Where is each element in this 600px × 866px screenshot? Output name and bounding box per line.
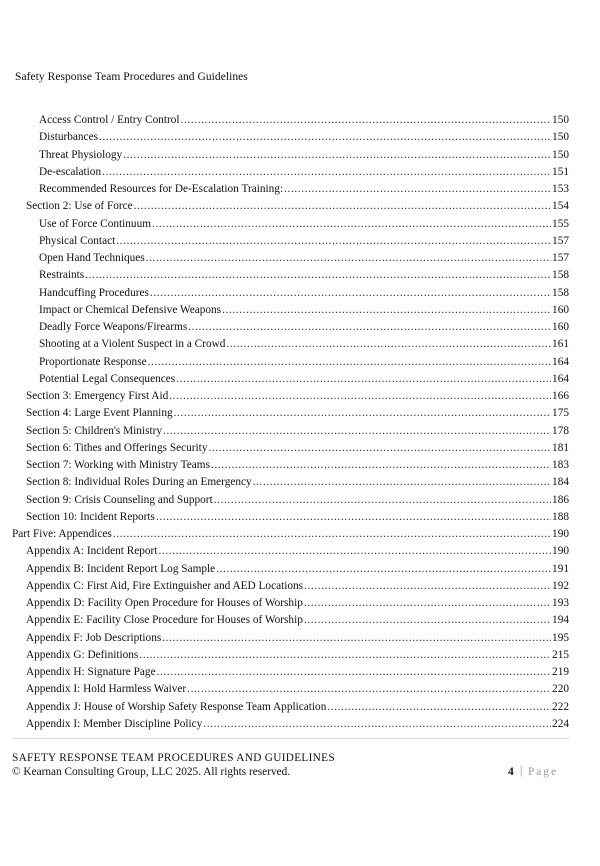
- toc-entry-title: Appendix A: Incident Report: [26, 545, 158, 558]
- toc-entry-page: 151: [552, 165, 569, 178]
- toc-entry-page: 192: [552, 579, 569, 592]
- toc-entry-page: 166: [552, 390, 569, 402]
- toc-entry-title: Impact or Chemical Defensive Weapons: [39, 303, 222, 316]
- toc-entry-page: 158: [552, 269, 569, 282]
- toc-dot-leader: [188, 321, 551, 333]
- toc-entry[interactable]: [26, 385, 569, 402]
- toc-entry-page: 215: [552, 648, 569, 661]
- toc-dot-leader: [169, 390, 551, 402]
- toc-entry[interactable]: [26, 696, 569, 713]
- toc-entry[interactable]: [26, 627, 569, 644]
- toc-dot-leader: [157, 666, 551, 678]
- toc-entry-page: 219: [552, 666, 569, 678]
- toc-dot-leader: [134, 200, 551, 212]
- toc-entry[interactable]: [26, 195, 569, 212]
- toc-entry-title: Restraints: [39, 269, 85, 282]
- toc-dot-leader: [208, 442, 551, 454]
- footer-divider: [12, 738, 569, 739]
- toc-entry-page: 194: [552, 614, 569, 627]
- toc-dot-leader: [327, 701, 551, 713]
- toc-entry-page: 184: [552, 476, 569, 489]
- toc-entry-title: Appendix D: Facility Open Procedure for Houses of Worship: [26, 597, 303, 609]
- page-label: Page: [528, 766, 558, 778]
- toc-entry[interactable]: [26, 437, 569, 454]
- toc-entry[interactable]: [39, 230, 569, 247]
- toc-entry-title: Section 7: Working with Ministry Teams: [26, 459, 210, 471]
- toc-entry-page: 222: [552, 700, 569, 713]
- toc-dot-leader: [146, 252, 551, 264]
- toc-entry-page: 178: [552, 424, 569, 437]
- toc-entry-page: 164: [552, 372, 569, 385]
- toc-entry-page: 157: [552, 252, 569, 264]
- toc-entry-page: 183: [552, 459, 569, 471]
- toc-entry-title: Section 6: Tithes and Offerings Security: [26, 441, 208, 454]
- page-separator: |: [520, 765, 523, 777]
- toc-entry[interactable]: [26, 540, 569, 557]
- toc-entry-page: 150: [552, 131, 569, 144]
- toc-dot-leader: [181, 114, 551, 126]
- toc-entry-page: 155: [552, 217, 569, 230]
- toc-entry[interactable]: [26, 575, 569, 592]
- toc-entry-title: Appendix H: Signature Page: [26, 666, 156, 678]
- toc-entry-title: Part Five: Appendices: [12, 528, 112, 540]
- toc-entry[interactable]: [39, 351, 569, 368]
- toc-entry[interactable]: [26, 489, 569, 506]
- toc-entry-page: 190: [552, 528, 569, 540]
- toc-entry[interactable]: [39, 161, 569, 178]
- toc-entry-title: Appendix E: Facility Close Procedure for Houses of Worship: [26, 614, 303, 627]
- footer-copyright: © Kearnan Consulting Group, LLC 2025. All rights reserved.: [12, 766, 291, 778]
- toc-dot-leader: [203, 718, 551, 730]
- toc-entry-page: 150: [552, 148, 569, 161]
- toc-entry-title: Recommended Resources for De-Escalation Training:: [39, 183, 284, 195]
- toc-entry[interactable]: [26, 558, 569, 575]
- toc-dot-leader: [214, 494, 551, 506]
- toc-dot-leader: [304, 597, 551, 609]
- toc-dot-leader: [123, 149, 551, 161]
- toc-entry-title: Access Control / Entry Control: [39, 114, 180, 126]
- toc-entry-page: 190: [552, 545, 569, 558]
- toc-entry-page: 191: [552, 562, 569, 575]
- toc-dot-leader: [156, 511, 551, 523]
- toc-dot-leader: [152, 218, 551, 230]
- toc-entry-page: 195: [552, 631, 569, 644]
- toc-entry-title: Appendix I: Member Discipline Policy: [26, 717, 203, 730]
- toc-entry-title: Section 10: Incident Reports: [26, 510, 155, 523]
- toc-dot-leader: [163, 425, 551, 437]
- toc-entry[interactable]: [39, 247, 569, 264]
- page-number: 4: [508, 766, 514, 778]
- toc-entry-title: Appendix I: Hold Harmless Waiver: [26, 683, 187, 696]
- toc-entry[interactable]: [26, 713, 569, 730]
- toc-entry-title: Threat Physiology: [39, 148, 123, 161]
- toc-dot-leader: [139, 649, 551, 661]
- toc-entry-title: Proportionate Response: [39, 355, 147, 368]
- toc-entry-page: 157: [552, 234, 569, 247]
- toc-entry-title: Appendix J: House of Worship Safety Response Team Application: [26, 700, 327, 713]
- toc-entry[interactable]: [39, 333, 569, 350]
- toc-dot-leader: [216, 563, 551, 575]
- toc-dot-leader: [148, 356, 551, 368]
- toc-entry[interactable]: [39, 368, 569, 385]
- toc-entry[interactable]: [26, 454, 569, 471]
- toc-dot-leader: [222, 304, 551, 316]
- toc-entry-page: 186: [552, 493, 569, 506]
- toc-entry[interactable]: [39, 299, 569, 316]
- toc-dot-leader: [304, 614, 551, 626]
- toc-entry-page: 220: [552, 683, 569, 696]
- toc-entry-title: Appendix F: Job Descriptions: [26, 631, 162, 644]
- toc-entry-title: Section 4: Large Event Planning: [26, 407, 173, 420]
- toc-entry-page: 160: [552, 303, 569, 316]
- toc-entry[interactable]: [39, 144, 569, 161]
- toc-entry-title: Appendix B: Incident Report Log Sample: [26, 562, 216, 575]
- toc-entry-title: Use of Force Continuum: [39, 217, 152, 230]
- toc-entry[interactable]: [39, 109, 569, 126]
- toc-entry-page: 193: [552, 597, 569, 609]
- toc-dot-leader: [253, 476, 551, 488]
- toc-entry-page: 188: [552, 510, 569, 523]
- toc-entry-page: 154: [552, 200, 569, 213]
- toc-entry[interactable]: [39, 282, 569, 299]
- toc-entry-title: Section 5: Children's Ministry: [26, 424, 163, 437]
- toc-entry-title: Section 9: Crisis Counseling and Support: [26, 493, 213, 506]
- toc-entry-title: De-escalation: [39, 165, 102, 178]
- toc-entry[interactable]: [39, 316, 569, 333]
- toc-entry[interactable]: [39, 264, 569, 281]
- toc-entry-page: 224: [552, 717, 569, 730]
- toc-entry-title: Disturbances: [39, 131, 98, 144]
- toc-entry[interactable]: [26, 644, 569, 661]
- toc-dot-leader: [187, 683, 551, 695]
- toc-dot-leader: [116, 235, 551, 247]
- toc-entry-title: Appendix G: Definitions: [26, 648, 139, 661]
- toc-entry[interactable]: [26, 506, 569, 523]
- toc-entry[interactable]: [26, 592, 569, 609]
- toc-entry-title: Physical Contact: [39, 234, 116, 247]
- toc-entry-page: 181: [552, 441, 569, 454]
- toc-entry[interactable]: [26, 471, 569, 488]
- toc-entry[interactable]: [26, 678, 569, 695]
- toc-dot-leader: [176, 373, 551, 385]
- toc-dot-leader: [102, 166, 551, 178]
- toc-entry-title: Open Hand Techniques: [39, 252, 145, 264]
- toc-entry[interactable]: [39, 178, 569, 195]
- toc-dot-leader: [211, 459, 551, 471]
- toc-entry-page: 160: [552, 321, 569, 333]
- toc-dot-leader: [99, 131, 551, 143]
- toc-dot-leader: [113, 528, 551, 540]
- toc-dot-leader: [304, 580, 551, 592]
- toc-dot-leader: [85, 269, 551, 281]
- toc-entry-page: 175: [552, 407, 569, 420]
- toc-entry[interactable]: [12, 523, 569, 540]
- toc-entry-title: Deadly Force Weapons/Firearms: [39, 321, 188, 333]
- footer-title: SAFETY RESPONSE TEAM PROCEDURES AND GUIDELINES: [12, 752, 335, 764]
- toc-entry-title: Appendix C: First Aid, Fire Extinguisher and AED Locations: [26, 579, 304, 592]
- toc-entry-page: 161: [552, 338, 569, 351]
- toc-entry[interactable]: [26, 609, 569, 626]
- toc-entry-title: Section 2: Use of Force: [26, 200, 133, 213]
- toc-dot-leader: [150, 287, 551, 299]
- running-header: Safety Response Team Procedures and Guidelines: [15, 71, 248, 83]
- toc-entry-title: Handcuffing Procedures: [39, 286, 149, 299]
- toc-entry-page: 150: [552, 114, 569, 126]
- toc-entry[interactable]: [26, 420, 569, 437]
- toc-dot-leader: [162, 632, 551, 644]
- toc-entry[interactable]: [39, 126, 569, 143]
- toc-dot-leader: [158, 545, 551, 557]
- toc-dot-leader: [284, 183, 551, 195]
- toc-entry[interactable]: [39, 213, 569, 230]
- toc-entry-page: 164: [552, 355, 569, 368]
- toc-entry-title: Section 8: Individual Roles During an Emergency: [26, 476, 252, 489]
- toc-dot-leader: [174, 407, 551, 419]
- toc-entry[interactable]: [26, 402, 569, 419]
- toc-dot-leader: [226, 338, 551, 350]
- toc-entry-title: Section 3: Emergency First Aid: [26, 390, 169, 402]
- toc-entry-page: 153: [552, 183, 569, 195]
- toc-entry-page: 158: [552, 286, 569, 299]
- toc-entry-title: Shooting at a Violent Suspect in a Crowd: [39, 338, 226, 351]
- toc-entry[interactable]: [26, 661, 569, 678]
- toc-entry-title: Potential Legal Consequences: [39, 372, 176, 385]
